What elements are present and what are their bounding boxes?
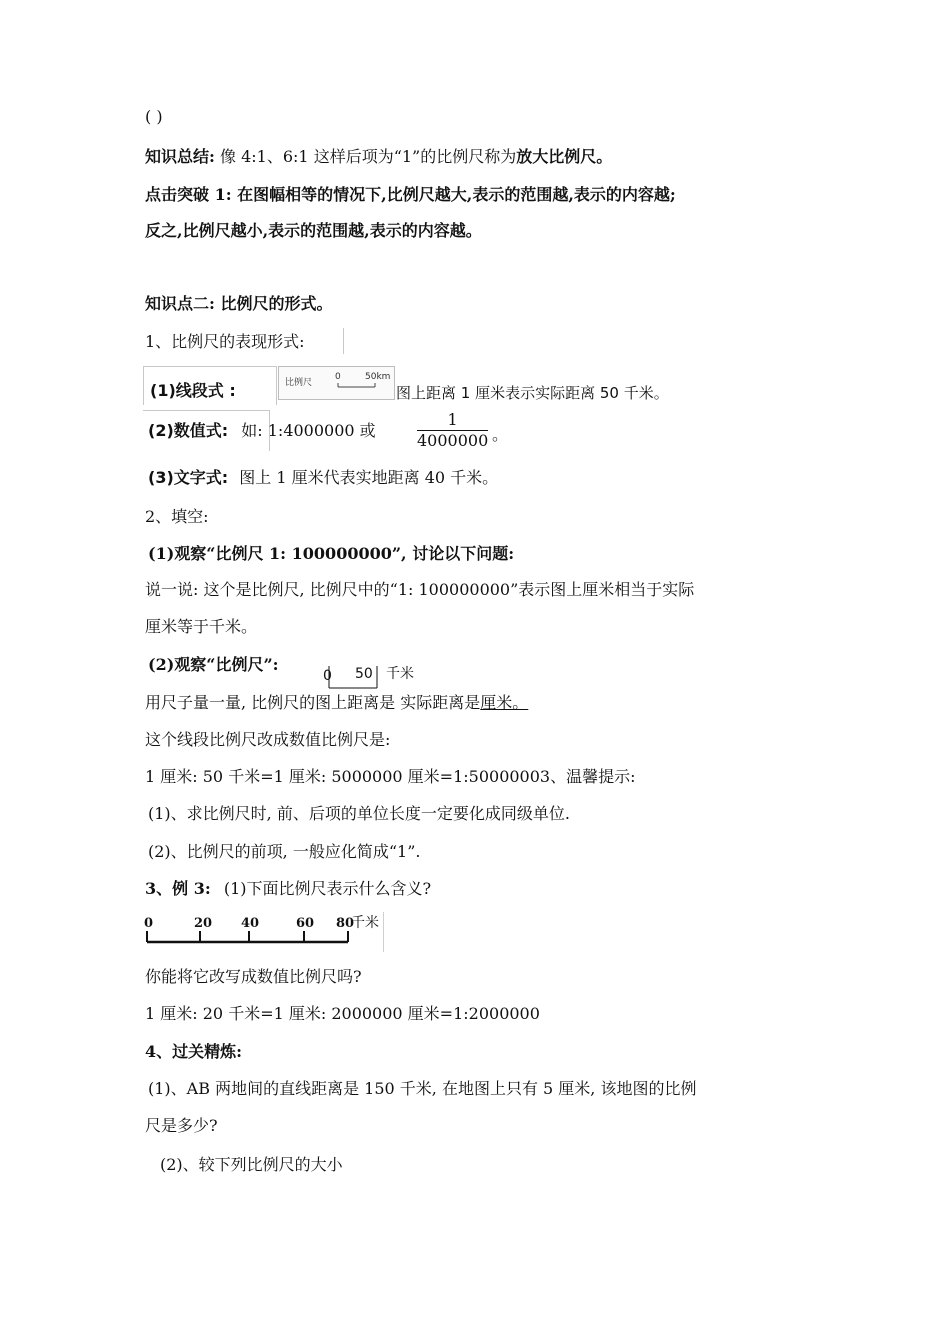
q2-text-b: 厘米。: [480, 693, 529, 712]
divider: [343, 328, 344, 354]
scale-label: 比例尺: [285, 378, 313, 388]
ex3-scale-graphic: [143, 912, 383, 952]
ex3-label: 3、例 3:: [145, 879, 211, 898]
ex3-tick-0: 0: [144, 916, 154, 931]
forms-title: 1、比例尺的表现形式:: [145, 332, 305, 351]
question-1-text-1: 说一说: 这个是比例尺, 比例尺中的“1: 100000000”表示图上厘米相当于实际: [145, 580, 695, 599]
ex3-unit: 千米: [351, 915, 379, 931]
tip-2: (2)、比例尺的前项, 一般应化简成“1”.: [148, 842, 421, 861]
practice-q1-line-2: 尺是多少?: [145, 1116, 218, 1135]
form1-text: 图上距离 1 厘米表示实际距离 50 千米。: [396, 384, 669, 402]
answer-parentheses: ( ): [145, 107, 163, 126]
form3-line: [148, 466, 498, 490]
practice-q1-line-1: (1)、AB 两地间的直线距离是 150 千米, 在地图上只有 5 厘米, 该地图的比例: [148, 1079, 697, 1098]
form2-text: 如: 1:4000000 或: [241, 421, 376, 440]
fill-title: 2、填空:: [145, 507, 209, 526]
scale-end: 50km: [365, 372, 391, 382]
knowledge-point-2-title: 知识点二: 比例尺的形式。: [145, 294, 333, 313]
question-1-title: (1)观察“比例尺 1: 100000000”, 讨论以下问题:: [148, 544, 515, 563]
example-3-answer: 1 厘米: 20 千米=1 厘米: 2000000 厘米=1:2000000: [145, 1004, 540, 1023]
ex3-text: (1)下面比例尺表示什么含义?: [223, 879, 432, 898]
breakthrough-line-2: 反之,比例尺越小,表示的范围越,表示的内容越。: [145, 221, 482, 240]
q2-text-a: 用尺子量一量, 比例尺的图上距离是 实际距离是: [145, 693, 481, 712]
form1-label: (1)线段式 :: [150, 381, 236, 400]
scale-bar-image: [278, 366, 395, 400]
breakthrough-line-1: 点击突破 1: 在图幅相等的情况下,比例尺越大,表示的范围越,表示的内容越;: [145, 185, 676, 204]
ex3-tick-60: 60: [296, 916, 315, 931]
q2-scale-graphic: [320, 660, 430, 694]
summary-label: 知识总结:: [145, 147, 215, 166]
scale-zero: 0: [335, 372, 341, 382]
form2-line: [148, 419, 376, 443]
ex3-tick-20: 20: [194, 916, 213, 931]
form3-text: 图上 1 厘米代表实地距离 40 千米。: [239, 468, 499, 487]
question-2-scale: [320, 660, 430, 694]
form3-label: (3)文字式:: [148, 468, 229, 487]
example-3: [145, 877, 431, 901]
summary-text: 像 4:1、6:1 这样后项为“1”的比例尺称为: [220, 147, 517, 166]
tip-1: (1)、求比例尺时, 前、后项的单位长度一定要化成同级单位.: [148, 804, 570, 823]
ex3-tick-80: 80: [336, 916, 355, 931]
question-2-title: (2)观察“比例尺”:: [148, 655, 279, 674]
ex3-tick-40: 40: [241, 916, 260, 931]
example-3-question: 你能将它改写成数值比例尺吗?: [145, 967, 362, 986]
summary-bold: 放大比例尺。: [516, 147, 613, 166]
question-2-convert: 这个线段比例尺改成数值比例尺是:: [145, 730, 391, 749]
fraction-denominator: 4000000: [417, 431, 489, 450]
form2-label: (2)数值式:: [148, 421, 229, 440]
q2-fifty: 50: [355, 666, 373, 682]
form2-end: 。: [492, 425, 509, 444]
practice-title: 4、过关精炼:: [145, 1042, 243, 1061]
practice-q2: (2)、较下列比例尺的大小: [160, 1155, 343, 1174]
q2-zero: 0: [323, 668, 332, 684]
fraction-numerator: 1: [417, 410, 488, 431]
question-1-text-2: 厘米等于千米。: [145, 617, 258, 636]
q2-unit: 千米: [386, 666, 414, 682]
knowledge-summary: [145, 145, 612, 169]
scale-bar-graphic: [279, 367, 394, 399]
example-3-scale: [143, 912, 384, 952]
form2-fraction: [415, 410, 490, 451]
question-2-result: 1 厘米: 50 千米=1 厘米: 5000000 厘米=1:50000003、温馨提示:: [145, 767, 636, 786]
question-2-measure: [145, 691, 528, 715]
